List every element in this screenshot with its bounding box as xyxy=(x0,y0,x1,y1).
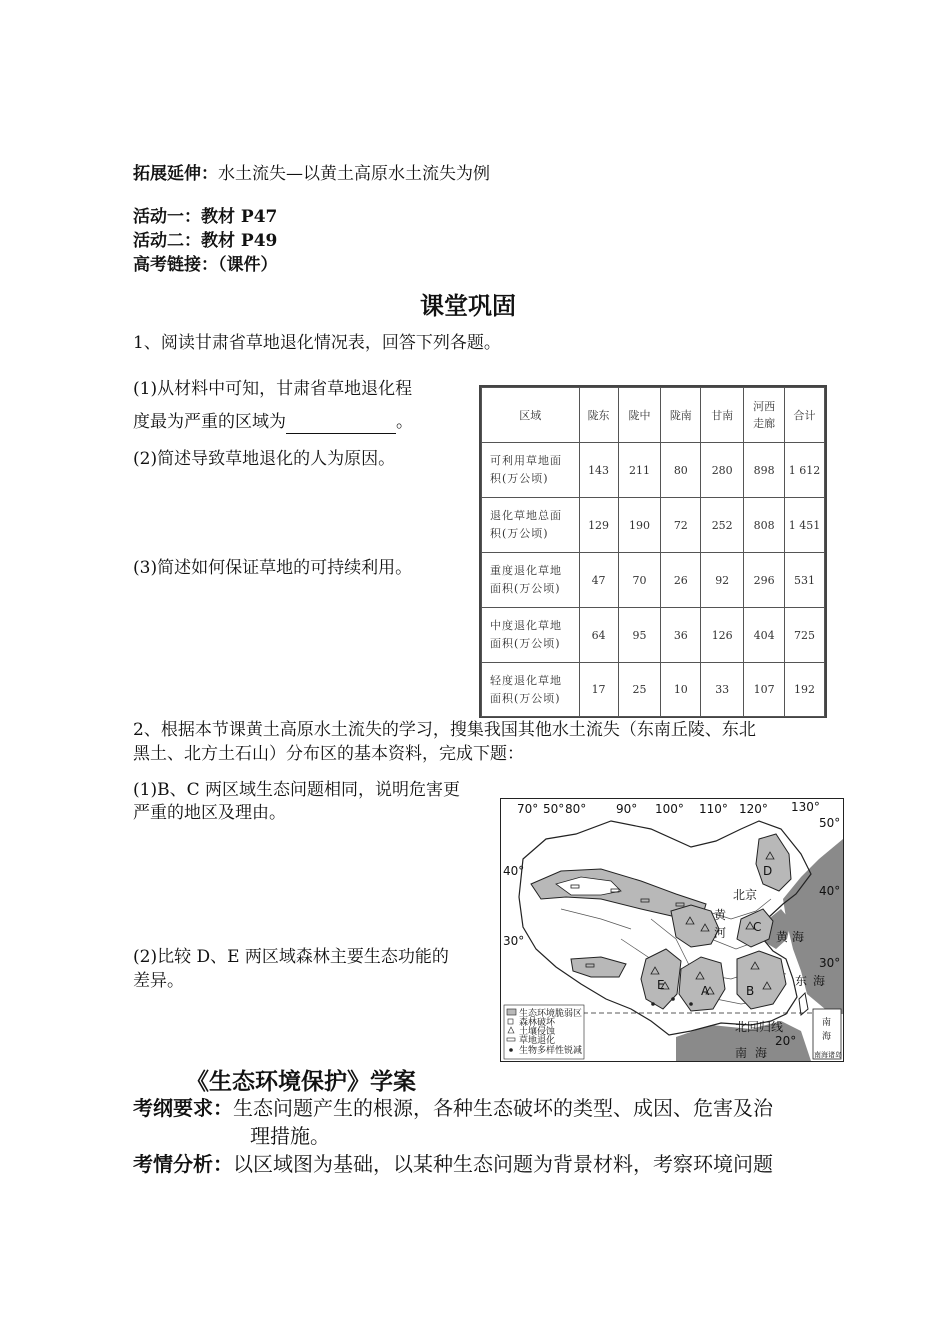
inset-nan: 南 xyxy=(822,1018,832,1028)
q2-stem-line1: 2、根据本节课黄土高原水土流失的学习，搜集我国其他水土流失（东南丘陵、东北 xyxy=(133,720,756,740)
map-legend xyxy=(504,1005,584,1059)
fragile-loess xyxy=(671,905,719,947)
table-cell: 898 xyxy=(744,443,785,498)
table-cell: 107 xyxy=(744,663,785,717)
table-cell: 72 xyxy=(661,498,701,553)
place-east-sea-1: 东 xyxy=(795,974,808,988)
q1-part3: (3)简述如何保证草地的可持续利用。 xyxy=(133,558,413,578)
lat-label: 20° xyxy=(775,1034,797,1048)
lat-label: 50° xyxy=(819,816,841,830)
table-cell: 531 xyxy=(785,553,825,608)
table-cell: 280 xyxy=(701,443,744,498)
analysis-text: 以区域图为基础，以某种生态问题为背景材料，考察环境问题 xyxy=(233,1152,773,1176)
table-row xyxy=(482,498,825,553)
grassland-table-frame xyxy=(479,385,827,718)
case-title: 《生态环境保护》学案 xyxy=(186,1068,416,1095)
extension-text: 水土流失—以黄土高原水土流失为例 xyxy=(218,164,490,184)
table-cell: 17 xyxy=(579,663,618,717)
inset-label: 南海诸岛 xyxy=(814,1051,842,1059)
answer-blank[interactable] xyxy=(286,413,396,434)
place-east-sea-2: 海 xyxy=(813,974,826,988)
table-cell: 1 612 xyxy=(785,443,825,498)
region-d: D xyxy=(763,864,773,878)
fragile-northeast xyxy=(756,834,791,891)
table-cell: 47 xyxy=(579,553,618,608)
lat-label: 40° xyxy=(819,884,841,898)
table-cell: 26 xyxy=(661,553,701,608)
lat-label: 30° xyxy=(819,956,841,970)
activity-two: 活动二：教材 P49 xyxy=(133,231,278,251)
table-cell: 36 xyxy=(661,608,701,663)
syllabus-label: 考纲要求： xyxy=(133,1096,233,1120)
table-cell: 1 451 xyxy=(785,498,825,553)
q1-part1-end: 。 xyxy=(396,412,413,432)
region-b: B xyxy=(746,984,755,998)
row-label: 重度退化草地 面积(万公顷) xyxy=(482,553,580,608)
table-cell: 808 xyxy=(744,498,785,553)
q2-part2-line2: 差异。 xyxy=(133,971,184,991)
region-c: C xyxy=(753,920,762,934)
table-col-header: 陇南 xyxy=(661,388,701,443)
lat-label: 30° xyxy=(503,934,525,948)
place-south-sea-1: 南 xyxy=(735,1046,748,1060)
inset-hai: 海 xyxy=(822,1032,832,1042)
table-cell: 211 xyxy=(618,443,661,498)
table-cell: 10 xyxy=(661,663,701,717)
lon-label: 110° xyxy=(699,802,728,816)
analysis-label: 考情分析： xyxy=(133,1152,233,1176)
table-col-header: 陇东 xyxy=(579,388,618,443)
table-cell: 296 xyxy=(744,553,785,608)
table-cell: 25 xyxy=(618,663,661,717)
table-col-header: 河西走廊 xyxy=(744,388,785,443)
grassland-table xyxy=(481,387,825,717)
table-cell: 95 xyxy=(618,608,661,663)
table-row xyxy=(482,663,825,717)
q1-part2: (2)简述导致草地退化的人为原因。 xyxy=(133,449,396,469)
analysis-line xyxy=(133,1150,773,1178)
lon-label: 130° xyxy=(791,800,820,814)
region-e: E xyxy=(657,978,665,992)
table-cell: 129 xyxy=(579,498,618,553)
lon-label: 50° xyxy=(543,802,565,816)
q1-part1-text: 度最为严重的区域为 xyxy=(133,412,286,432)
exam-link: 高考链接：（课件） xyxy=(133,255,278,275)
q2-part1-line2: 严重的地区及理由。 xyxy=(133,803,286,823)
fragile-tibet xyxy=(571,957,626,977)
syllabus-line1 xyxy=(133,1094,773,1122)
place-tropic: 北回归线 xyxy=(735,1020,784,1034)
legend-biodiversity: 生物多样性锐减 xyxy=(519,1046,583,1056)
q2-stem-line2: 黑土、北方土石山）分布区的基本资料，完成下题： xyxy=(133,744,524,764)
table-cell: 64 xyxy=(579,608,618,663)
table-row xyxy=(482,553,825,608)
section-title: 课堂巩固 xyxy=(420,291,516,320)
table-col-header: 合计 xyxy=(785,388,825,443)
table-cell: 404 xyxy=(744,608,785,663)
legend-grass: 草地退化 xyxy=(519,1036,556,1046)
activity-one: 活动一：教材 P47 xyxy=(133,207,278,227)
q1-part1-line2 xyxy=(133,410,413,434)
table-corner: 区域 xyxy=(482,388,580,443)
place-yellow-sea-2: 海 xyxy=(792,930,805,944)
map-svg xyxy=(501,799,843,1061)
table-cell: 725 xyxy=(785,608,825,663)
row-label: 中度退化草地 面积(万公顷) xyxy=(482,608,580,663)
place-yellow-sea-1: 黄 xyxy=(776,930,789,944)
extension-label: 拓展延伸： xyxy=(133,164,218,184)
table-cell: 190 xyxy=(618,498,661,553)
china-ecology-map xyxy=(500,798,844,1062)
fragile-southeast xyxy=(737,951,786,1009)
lon-label: 90° xyxy=(616,802,638,816)
region-a: A xyxy=(701,984,710,998)
taiwan-island xyxy=(799,993,808,1015)
lat-label: 40° xyxy=(503,864,525,878)
syllabus-text: 生态问题产生的根源，各种生态破坏的类型、成因、危害及治 xyxy=(233,1096,773,1120)
row-label: 可利用草地面 积(万公顷) xyxy=(482,443,580,498)
table-cell: 252 xyxy=(701,498,744,553)
south-sea-inset xyxy=(813,1009,842,1059)
table-col-header: 甘南 xyxy=(701,388,744,443)
lon-label: 120° xyxy=(739,802,768,816)
place-south-sea-2: 海 xyxy=(755,1046,768,1060)
table-cell: 33 xyxy=(701,663,744,717)
lon-label: 80° xyxy=(565,802,587,816)
table-col-header: 陇中 xyxy=(618,388,661,443)
table-cell: 143 xyxy=(579,443,618,498)
syllabus-line2: 理措施。 xyxy=(250,1124,330,1148)
legend-soil: 土壤侵蚀 xyxy=(519,1027,556,1037)
table-row xyxy=(482,443,825,498)
q2-part1-line1: (1)B、C 两区域生态问题相同，说明危害更 xyxy=(133,780,460,800)
row-label: 退化草地总面 积(万公顷) xyxy=(482,498,580,553)
table-cell: 192 xyxy=(785,663,825,717)
legend-forest: 森林破坏 xyxy=(519,1018,556,1028)
table-cell: 126 xyxy=(701,608,744,663)
table-cell: 92 xyxy=(701,553,744,608)
table-row xyxy=(482,608,825,663)
place-he: 河 xyxy=(714,926,727,940)
table-cell: 80 xyxy=(661,443,701,498)
place-beijing: 北京 xyxy=(733,888,758,902)
extension-line xyxy=(133,162,490,186)
q2-part2-line1: (2)比较 D、E 两区域森林主要生态功能的 xyxy=(133,947,449,967)
legend-fragile: 生态环境脆弱区 xyxy=(519,1009,583,1019)
q1-part1-line1: (1)从材料中可知，甘肃省草地退化程 xyxy=(133,379,413,399)
lon-label: 70° xyxy=(517,802,539,816)
row-label: 轻度退化草地 面积(万公顷) xyxy=(482,663,580,717)
table-cell: 70 xyxy=(618,553,661,608)
lon-label: 100° xyxy=(655,802,684,816)
q1-stem: 1、阅读甘肃省草地退化情况表，回答下列各题。 xyxy=(133,333,501,353)
place-huang: 黄 xyxy=(714,908,727,922)
